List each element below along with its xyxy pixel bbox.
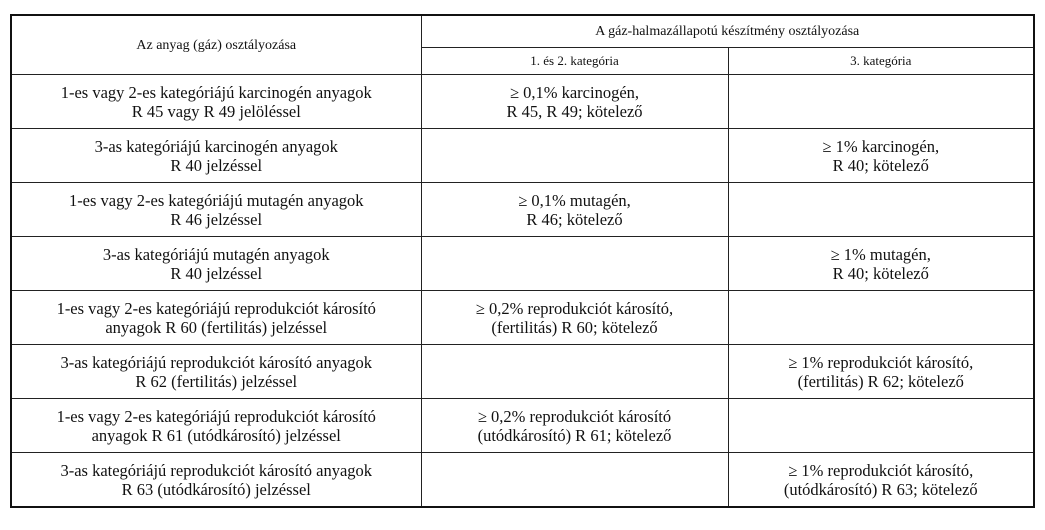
cell-line: ≥ 0,1% mutagén, [518, 190, 631, 210]
table-row [11, 183, 1034, 237]
category-3-cell [728, 291, 1034, 345]
cell-line: ≥ 0,2% reprodukciót károsító, [475, 298, 674, 318]
table-row [11, 399, 1034, 453]
cell-line: R 63 (utódkárosító) jelzéssel [121, 479, 311, 499]
table-row [11, 129, 1034, 183]
category-1-2-cell [421, 237, 728, 291]
substance-cell [11, 399, 421, 453]
cell-line: ≥ 1% mutagén, [830, 244, 931, 264]
cell-line: ≥ 0,1% karcinogén, [509, 82, 640, 102]
cell-line: R 40; kötelező [832, 263, 929, 283]
cell-line: 3-as kategóriájú karcinogén anyagok [94, 136, 338, 156]
category-3-cell [728, 237, 1034, 291]
category-1-2-cell [421, 75, 728, 129]
header-category-1-2: 1. és 2. kategória [421, 47, 728, 74]
table-row [11, 237, 1034, 291]
table-row [11, 345, 1034, 399]
category-3-cell [728, 399, 1034, 453]
cell-line: 1-es vagy 2-es kategóriájú karcinogén anyagok [60, 82, 372, 102]
cell-line: (fertilitás) R 60; kötelező [491, 317, 658, 337]
category-1-2-cell [421, 345, 728, 399]
table-row [11, 453, 1034, 508]
category-3-cell [728, 75, 1034, 129]
cell-line: 3-as kategóriájú reprodukciót károsító anyagok [60, 460, 373, 480]
table-row [11, 75, 1034, 129]
category-1-2-cell [421, 129, 728, 183]
cell-line: (utódkárosító) R 61; kötelező [477, 425, 672, 445]
cell-line: 1-es vagy 2-es kategóriájú reprodukciót károsító [56, 406, 376, 426]
category-3-cell [728, 453, 1034, 508]
cell-line: R 40; kötelező [832, 155, 929, 175]
category-3-cell [728, 129, 1034, 183]
category-1-2-cell [421, 453, 728, 508]
category-3-cell [728, 183, 1034, 237]
substance-cell [11, 237, 421, 291]
category-1-2-cell [421, 291, 728, 345]
cell-line: (fertilitás) R 62; kötelező [797, 371, 964, 391]
substance-cell [11, 129, 421, 183]
header-substance-classification: Az anyag (gáz) osztályozása [11, 15, 421, 75]
category-1-2-cell [421, 399, 728, 453]
cell-line: R 62 (fertilitás) jelzéssel [135, 371, 298, 391]
table-body [11, 75, 1034, 508]
cell-line: 1-es vagy 2-es kategóriájú mutagén anyagok [68, 190, 364, 210]
substance-cell [11, 453, 421, 508]
cell-line: anyagok R 60 (fertilitás) jelzéssel [105, 317, 328, 337]
cell-line: R 46; kötelező [526, 209, 623, 229]
cell-line: ≥ 0,2% reprodukciót károsító [477, 406, 672, 426]
cell-line: R 46 jelzéssel [170, 209, 263, 229]
substance-cell [11, 345, 421, 399]
cell-line: R 45 vagy R 49 jelöléssel [131, 101, 301, 121]
cell-line: 3-as kategóriájú reprodukciót károsító anyagok [60, 352, 373, 372]
classification-table [10, 14, 1035, 508]
cell-line: R 45, R 49; kötelező [506, 101, 643, 121]
header-row-top [11, 15, 1034, 47]
cell-line: ≥ 1% reprodukciót károsító, [788, 460, 974, 480]
cell-line: 1-es vagy 2-es kategóriájú reprodukciót károsító [56, 298, 376, 318]
cell-line: ≥ 1% reprodukciót károsító, [788, 352, 974, 372]
cell-line: (utódkárosító) R 63; kötelező [783, 479, 978, 499]
cell-line: ≥ 1% karcinogén, [822, 136, 940, 156]
cell-line: anyagok R 61 (utódkárosító) jelzéssel [91, 425, 341, 445]
substance-cell [11, 75, 421, 129]
category-1-2-cell [421, 183, 728, 237]
table-header [11, 15, 1034, 75]
substance-cell [11, 183, 421, 237]
table-row [11, 291, 1034, 345]
header-category-3: 3. kategória [728, 47, 1034, 74]
cell-line: 3-as kategóriájú mutagén anyagok [102, 244, 330, 264]
cell-line: R 40 jelzéssel [170, 263, 263, 283]
category-3-cell [728, 345, 1034, 399]
header-preparation-classification: A gáz-halmazállapotú készítmény osztályozása [421, 15, 1034, 47]
cell-line: R 40 jelzéssel [170, 155, 263, 175]
substance-cell [11, 291, 421, 345]
